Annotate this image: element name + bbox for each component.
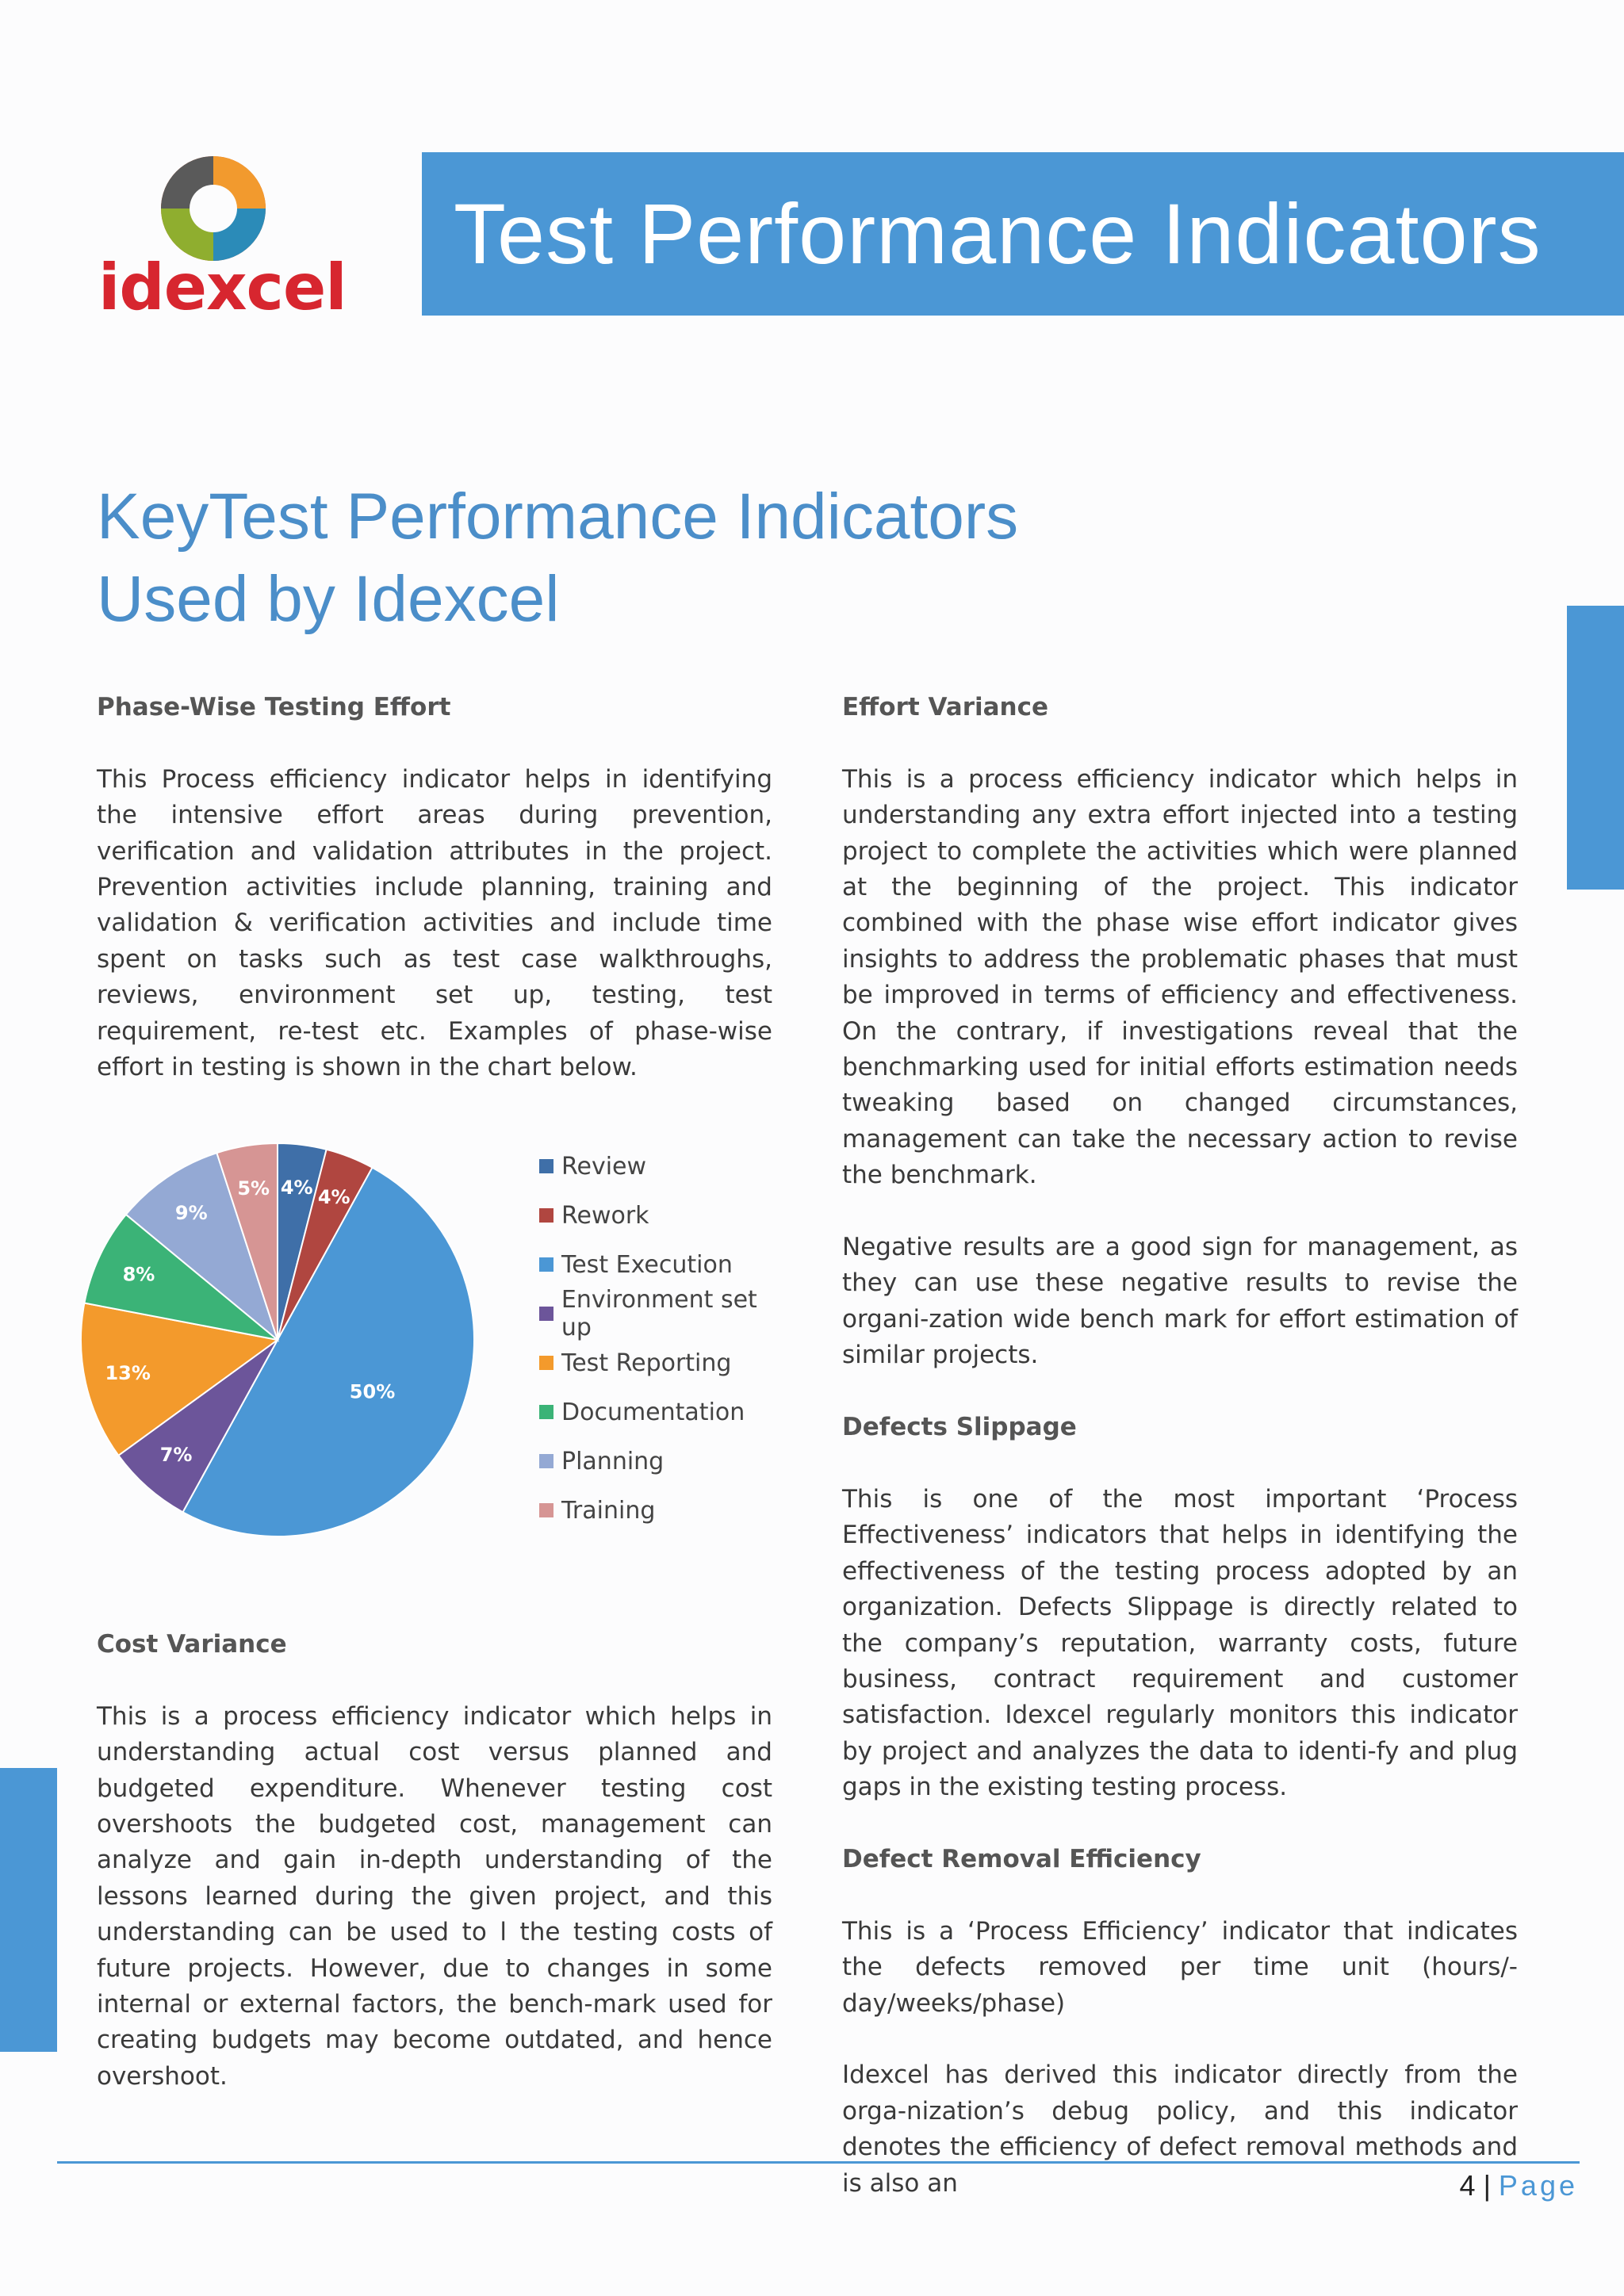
legend-item	[539, 1191, 793, 1240]
legend-label: Training	[561, 1496, 656, 1525]
legend-swatch	[539, 1454, 553, 1468]
pie-data-label: 8%	[122, 1263, 155, 1286]
page-title	[97, 476, 1128, 641]
section-body: This is a ‘Process Efficiency’ indicator that indicates the defects removed per time unit (hours/-day/weeks/phase)	[842, 1916, 1518, 2018]
section-body: Idexcel has derived this indicator directly from the orga-nization’s debug policy, and this indicator denotes the efficiency of defect removal methods and is also an	[842, 2061, 1518, 2198]
chart-legend	[539, 1142, 793, 1535]
page-word: Page	[1498, 2169, 1578, 2202]
footer-divider	[57, 2161, 1580, 2164]
legend-swatch	[539, 1307, 553, 1321]
section-body: Negative results are a good sign for management, as they can use these negative results to revise the organi-zation wide bench mark for effort estimation of similar projects.	[842, 1233, 1518, 1370]
legend-item	[539, 1387, 793, 1437]
legend-item	[539, 1338, 793, 1387]
pie-data-label: 4%	[317, 1186, 350, 1209]
legend-swatch	[539, 1356, 553, 1370]
header-title: Test Performance Indicators	[454, 186, 1542, 281]
pie-data-label: 7%	[159, 1444, 193, 1467]
header-bar	[422, 152, 1624, 316]
legend-swatch	[539, 1159, 553, 1173]
legend-label: Rework	[561, 1201, 649, 1230]
page-number-value: 4	[1459, 2169, 1476, 2202]
section-title: Defect Removal Efficiency	[842, 1844, 1201, 1873]
legend-item	[539, 1240, 793, 1289]
pie-data-label: 5%	[237, 1177, 270, 1200]
idexcel-logo	[98, 149, 347, 324]
page-number: 4 | Page	[1459, 2169, 1578, 2202]
page-title-line1: KeyTest Performance Indicators	[97, 480, 1019, 553]
legend-label: Review	[561, 1152, 647, 1181]
right-column	[842, 690, 1518, 2202]
legend-label: Test Reporting	[561, 1349, 732, 1377]
legend-item	[539, 1286, 793, 1341]
legend-swatch	[539, 1257, 553, 1272]
legend-label: Planning	[561, 1447, 665, 1475]
side-accent-right	[1567, 606, 1624, 890]
page-title-line2: Used by Idexcel	[97, 563, 560, 635]
pie-chart	[79, 1126, 492, 1554]
pie-data-label: 9%	[174, 1202, 208, 1225]
logo-text: idexcel	[98, 251, 347, 324]
legend-label: Environment set up	[561, 1286, 757, 1341]
section-body: This is one of the most important ‘Process Effectiveness’ indicators that helps in identifying the effectiveness of the testing process adopted by an organization. Defects Slippage is directly related to the company’s reputation, warranty costs, future business, contract requirement and customer satisfaction. Idexcel regularly monitors this indicator by project and analyzes the data to identi-fy and plug gaps in the existing testing process.	[842, 1484, 1518, 1802]
legend-swatch	[539, 1208, 553, 1223]
side-accent-left	[0, 1768, 57, 2052]
legend-item	[539, 1437, 793, 1486]
section-title: Cost Variance	[97, 1630, 287, 1659]
phase-wise-section	[97, 690, 772, 1085]
legend-item	[539, 1486, 793, 1535]
legend-label: Documentation	[561, 1398, 745, 1426]
section-title: Effort Variance	[842, 693, 1049, 721]
pie-data-label: 50%	[349, 1380, 396, 1403]
pie-data-label: 13%	[105, 1362, 151, 1385]
phase-effort-chart	[79, 1126, 793, 1554]
legend-swatch	[539, 1405, 553, 1419]
section-body: This is a process efficiency indicator which helps in understanding actual cost versus planned and budgeted expenditure. Whenever testing cost overshoots the budgeted cost, management can analyze and gain in-depth understanding of the lessons learned during the given project, and this understanding can be used to l the testing costs of future projects. However, due to changes in some internal or external factors, the bench-mark used for creating budgets may become outdated, and hence overshoot.	[97, 1701, 772, 2091]
section-body: This is a process efficiency indicator which helps in understanding any extra effort injected into a testing project to complete the activities which were planned at the beginning of the project. This indicator combined with the phase wise effort indicator gives insights to address the problematic phases that must be improved in terms of efficiency and effectiveness. On the contrary, if investigations reveal that the benchmarking used for initial efforts estimation needs tweaking based on changed circumstances, management can take the necessary action to revise the benchmark.	[842, 764, 1518, 1190]
section-body: This Process efficiency indicator helps in identifying the intensive effort areas during prevention, verification and validation attributes in the project. Prevention activities include planning, training and validation & verification activities and include time spent on tasks such as test case walkthroughs, reviews, environment set up, testing, test requirement, re-test etc. Examples of phase-wise effort in testing is shown in the chart below.	[97, 764, 772, 1082]
legend-item	[539, 1142, 793, 1191]
legend-label: Test Execution	[561, 1250, 733, 1279]
pie-data-label: 4%	[280, 1177, 313, 1200]
section-title: Defects Slippage	[842, 1413, 1077, 1442]
legend-swatch	[539, 1503, 553, 1517]
section-title: Phase-Wise Testing Effort	[97, 693, 451, 721]
cost-variance-section	[97, 1627, 772, 2095]
